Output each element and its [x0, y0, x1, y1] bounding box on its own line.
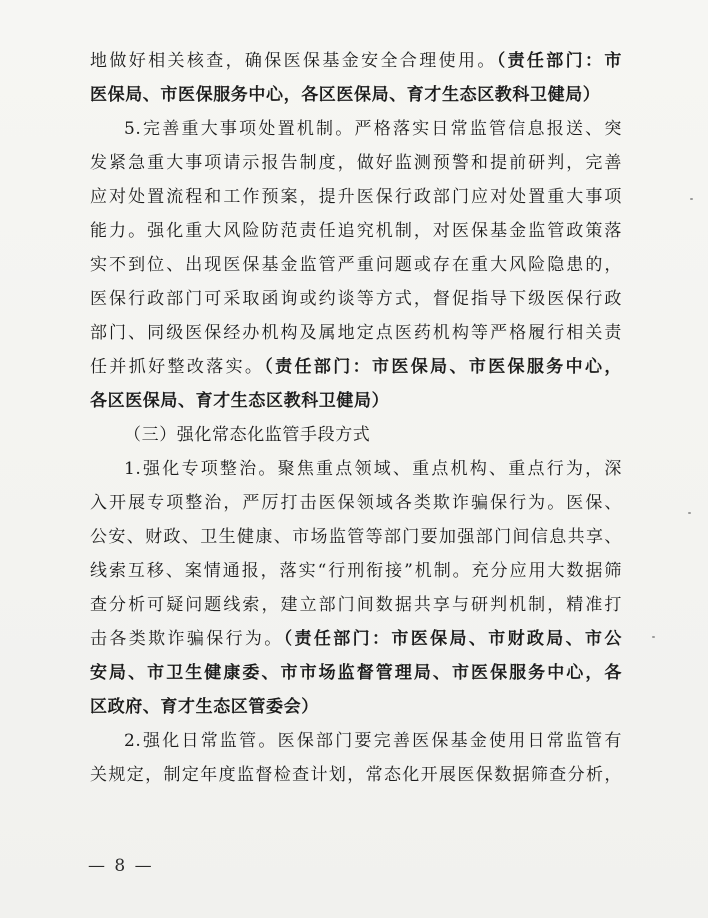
text-line: 查分析可疑问题线索，建立部门间数据共享与研判机制，精准打	[90, 595, 622, 615]
text-line: 公安、财政、卫生健康、市场监管等部门要加强部门间信息共享、	[90, 527, 622, 547]
scan-speck	[688, 512, 691, 514]
responsibility-note: （责任部门：市医保局、市财政局、市公	[283, 629, 622, 649]
text-line	[90, 350, 622, 384]
scan-speck	[690, 198, 693, 200]
document-body	[90, 44, 622, 792]
responsibility-note: （责任部门：市	[496, 51, 623, 71]
responsibility-note: 区政府、育才生态区管委会）	[90, 697, 319, 717]
text-line: 5.完善重大事项处置机制。严格落实日常监管信息报送、突	[124, 119, 622, 139]
text-line: 线索互移、案情通报，落实“行刑衔接”机制。充分应用大数据筛	[90, 561, 622, 581]
body-text: 任并抓好整改落实。	[90, 357, 265, 377]
page-number: — 8 —	[88, 856, 154, 876]
text-line: 能力。强化重大风险防范责任追究机制，对医保基金监管政策落	[90, 221, 622, 241]
responsibility-note: 医保局、市医保服务中心，各区医保局、育才生态区教科卫健局）	[90, 85, 601, 105]
text-line: 1.强化专项整治。聚焦重点领域、重点机构、重点行为，深	[124, 459, 622, 479]
text-line: 实不到位、出现医保基金监管严重问题或存在重大风险隐患的，	[90, 255, 622, 275]
scan-speck	[652, 636, 655, 638]
body-text: 地做好相关核查，确保医保基金安全合理使用。	[90, 51, 497, 71]
text-line: 关规定，制定年度监督检查计划，常态化开展医保数据筛查分析，	[90, 765, 622, 785]
section-heading: （三）强化常态化监管手段方式	[124, 425, 371, 445]
body-text: 击各类欺诈骗保行为。	[90, 629, 284, 649]
text-line: 部门、同级医保经办机构及属地定点医药机构等严格履行相关责	[90, 323, 622, 343]
text-line: 应对处置流程和工作预案，提升医保行政部门应对处置重大事项	[90, 187, 622, 207]
text-line	[90, 622, 622, 656]
responsibility-note: （责任部门：市医保局、市医保服务中心，	[264, 357, 622, 377]
text-line: 入开展专项整治，严厉打击医保领域各类欺诈骗保行为。医保、	[90, 493, 622, 513]
text-line: 医保行政部门可采取函询或约谈等方式，督促指导下级医保行政	[90, 289, 622, 309]
text-line: 发紧急重大事项请示报告制度，做好监测预警和提前研判，完善	[90, 153, 622, 173]
text-line	[90, 44, 622, 78]
responsibility-note: 各区医保局、育才生态区教科卫健局）	[90, 391, 390, 411]
responsibility-note: 安局、市卫生健康委、市市场监督管理局、市医保服务中心，各	[90, 663, 622, 683]
text-line: 2.强化日常监管。医保部门要完善医保基金使用日常监管有	[124, 731, 622, 751]
